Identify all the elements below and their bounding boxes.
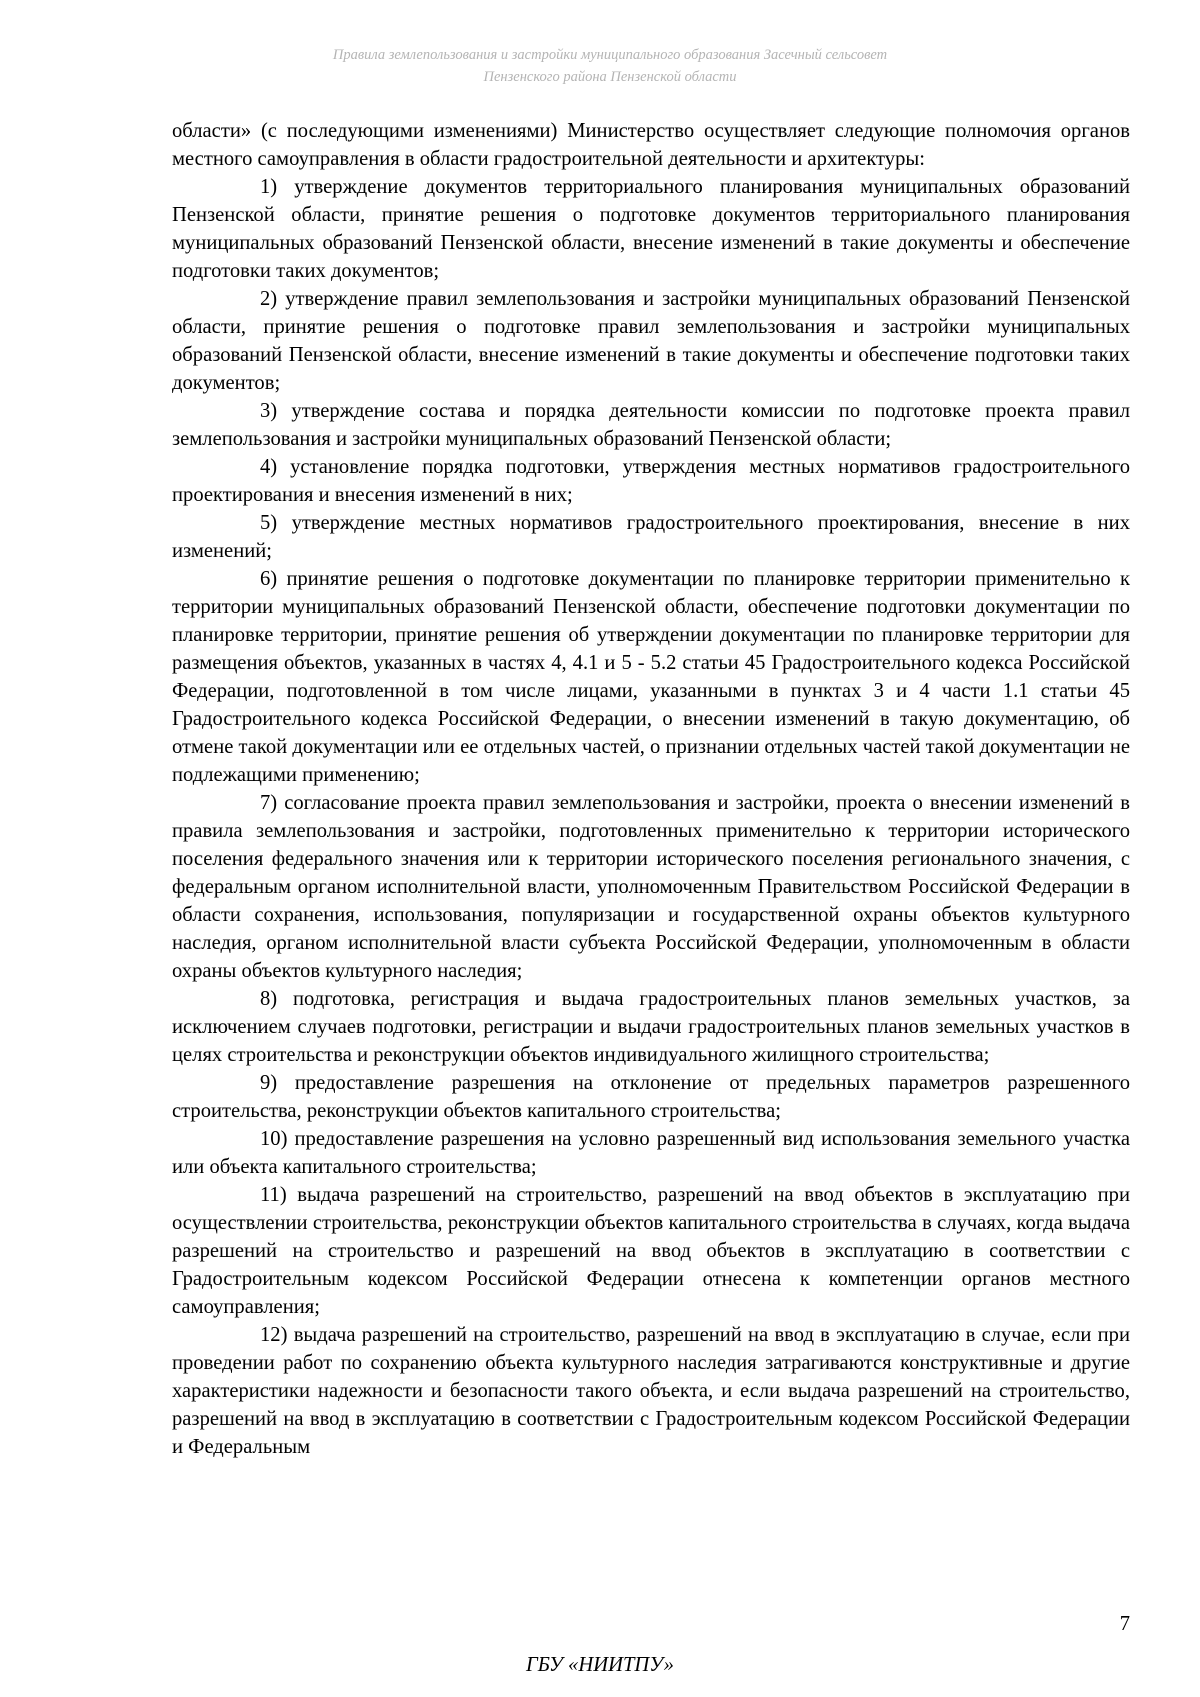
list-item-9: 9) предоставление разрешения на отклонение от предельных параметров разрешенного строительства, реконструкции объектов капитального строительства; [172, 1072, 1130, 1122]
list-item-1: 1) утверждение документов территориального планирования муниципальных образований Пензенской области, принятие решения о подготовке документов территориального планирования муниципальных образований Пензенской области, внесение изменений в такие документы и обеспечение подготовки таких документов; [172, 176, 1130, 282]
footer-organization: ГБУ «НИИТПУ» [526, 1654, 674, 1676]
list-item-5: 5) утверждение местных нормативов градостроительного проектирования, внесение в них изменений; [172, 512, 1130, 562]
running-header-line-1: Правила землепользования и застройки муниципального образования Засечный сельсовет [332, 47, 888, 63]
running-header [230, 44, 990, 88]
list-item-10: 10) предоставление разрешения на условно разрешенный вид использования земельного участка или объекта капитального строительства; [172, 1128, 1130, 1178]
body-text [172, 117, 1130, 1461]
list-item-7: 7) согласование проекта правил землепользования и застройки, проекта о внесении изменений в правила землепользования и застройки, подготовленных применительно к территории исторического поселения федерального значения или к территории исторического поселения регионального значения, с федеральным органом исполнительной власти, уполномоченным Правительством Российской Федерации в области сохранения, использования, популяризации и государственной охраны объектов культурного наследия, органом исполнительной власти субъекта Российской Федерации, уполномоченным в области охраны объектов культурного наследия; [172, 792, 1130, 982]
list-item-11: 11) выдача разрешений на строительство, разрешений на ввод объектов в эксплуатацию при осуществлении строительства, реконструкции объектов капитального строительства в случаях, когда выдача разрешений на строительство и разрешений на ввод объектов в эксплуатацию в соответствии с Градостроительным кодексом Российской Федерации отнесена к компетенции органов местного самоуправления; [172, 1184, 1130, 1318]
list-item-2: 2) утверждение правил землепользования и застройки муниципальных образований Пензенской области, принятие решения о подготовке правил землепользования и застройки муниципальных образований Пензенской области, внесение изменений в такие документы и обеспечение подготовки таких документов; [172, 288, 1130, 394]
running-header-line-2: Пензенского района Пензенской области [483, 69, 737, 85]
list-item-4: 4) установление порядка подготовки, утверждения местных нормативов градостроительного проектирования и внесения изменений в них; [172, 456, 1130, 506]
paragraph-intro: области» (с последующими изменениями) Министерство осуществляет следующие полномочия органов местного самоуправления в области градостроительной деятельности и архитектуры: [172, 120, 1130, 170]
list-item-12: 12) выдача разрешений на строительство, разрешений на ввод в эксплуатацию в случае, если при проведении работ по сохранению объекта культурного наследия затрагиваются конструктивные и другие характеристики надежности и безопасности такого объекта, и если выдача разрешений на строительство, разрешений на ввод в эксплуатацию в соответствии с Градостроительным кодексом Российской Федерации и Федеральным [172, 1324, 1130, 1458]
list-item-8: 8) подготовка, регистрация и выдача градостроительных планов земельных участков, за исключением случаев подготовки, регистрации и выдачи градостроительных планов земельных участков в целях строительства и реконструкции объектов индивидуального жилищного строительства; [172, 988, 1130, 1066]
list-item-3: 3) утверждение состава и порядка деятельности комиссии по подготовке проекта правил землепользования и застройки муниципальных образований Пензенской области; [172, 400, 1130, 450]
list-item-6: 6) принятие решения о подготовке документации по планировке территории применительно к территории муниципальных образований Пензенской области, обеспечение подготовки документации по планировке территории, принятие решения об утверждении документации по планировке территории для размещения объектов, указанных в частях 4, 4.1 и 5 - 5.2 статьи 45 Градостроительного кодекса Российской Федерации, подготовленной в том числе лицами, указанными в пунктах 3 и 4 части 1.1 статьи 45 Градостроительного кодекса Российской Федерации, о внесении изменений в такую документацию, об отмене такой документации или ее отдельных частей, о признании отдельных частей такой документации не подлежащими применению; [172, 568, 1130, 786]
page-number: 7 [1119, 1613, 1130, 1635]
